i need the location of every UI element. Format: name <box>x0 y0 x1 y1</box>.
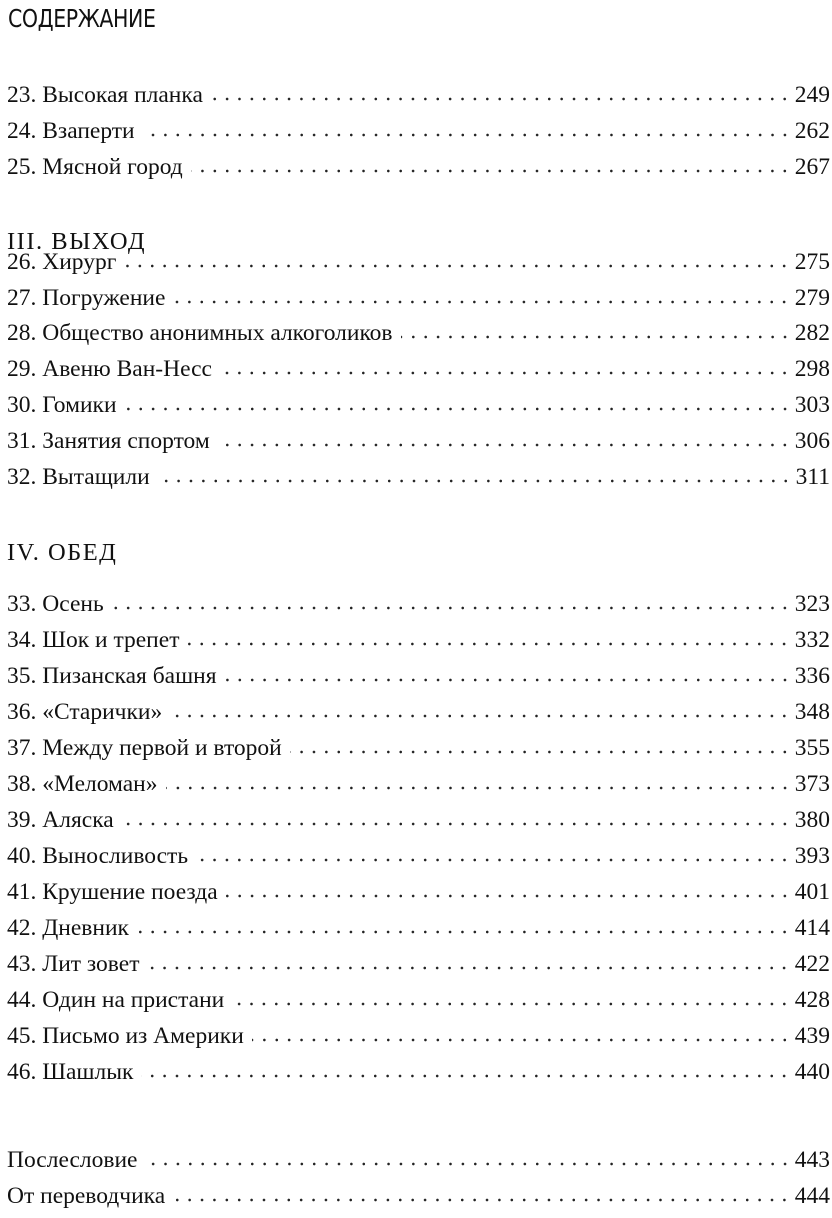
toc-entry-label: 25. Мясной город <box>7 154 183 180</box>
toc-entry[interactable] <box>7 116 830 146</box>
dot-leader <box>225 677 791 683</box>
toc-entry-label: 35. Пизанская башня <box>7 663 217 689</box>
toc-entry-page: 323 <box>794 591 830 617</box>
toc-entry[interactable] <box>7 247 830 277</box>
toc-entry-page: 422 <box>794 951 830 977</box>
dot-leader <box>290 749 791 755</box>
toc-entry-page: 401 <box>794 879 830 905</box>
toc-entry[interactable] <box>7 877 830 907</box>
dot-leader <box>143 132 791 138</box>
toc-entry-label: 43. Лит зовет <box>7 951 140 977</box>
toc-entry-label: 32. Вытащили <box>7 464 150 490</box>
toc-entry[interactable] <box>7 841 830 871</box>
toc-entry-label: 31. Занятия спортом <box>7 428 210 454</box>
toc-header: СОДЕРЖАНИЕ <box>8 4 156 33</box>
toc-entry[interactable] <box>7 283 830 313</box>
dot-leader <box>112 605 791 611</box>
toc-entry-page: 355 <box>794 735 830 761</box>
toc-entry-label: 38. «Меломан» <box>7 771 158 797</box>
dot-leader <box>191 168 791 174</box>
toc-entry-page: 380 <box>794 807 830 833</box>
toc-entry[interactable] <box>7 1145 830 1175</box>
toc-entry-label: 45. Письмо из Америки <box>7 1023 244 1049</box>
toc-entry-page: 439 <box>794 1023 830 1049</box>
dot-leader <box>141 1073 790 1079</box>
toc-entry-page: 311 <box>795 464 830 490</box>
toc-entry-page: 279 <box>794 285 830 311</box>
toc-entry-label: 24. Взаперти <box>7 118 135 144</box>
toc-entry[interactable] <box>7 152 830 182</box>
dot-leader <box>220 370 791 376</box>
toc-entry-label: От переводчика <box>7 1183 166 1209</box>
dot-leader <box>147 965 790 971</box>
dot-leader <box>196 857 791 863</box>
toc-entry-page: 275 <box>794 249 830 275</box>
dot-leader <box>122 821 791 827</box>
toc-entry[interactable] <box>7 1181 830 1211</box>
toc-entry[interactable] <box>7 985 830 1015</box>
toc-entry-label: 23. Высокая планка <box>7 82 203 108</box>
toc-entry-page: 440 <box>794 1059 830 1085</box>
toc-entry[interactable] <box>7 318 830 348</box>
dot-leader <box>187 641 790 647</box>
dot-leader <box>173 1197 791 1203</box>
toc-entry-page: 332 <box>794 627 830 653</box>
dot-leader <box>401 334 791 340</box>
dot-leader <box>124 263 790 269</box>
toc-entry-page: 414 <box>794 915 830 941</box>
toc-entry-label: 36. «Старички» <box>7 699 163 725</box>
toc-entry-label: 41. Крушение поезда <box>7 879 218 905</box>
toc-entry[interactable] <box>7 80 830 110</box>
toc-entry[interactable] <box>7 625 830 655</box>
dot-leader <box>252 1037 791 1043</box>
toc-entry-page: 393 <box>794 843 830 869</box>
toc-entry-page: 373 <box>794 771 830 797</box>
dot-leader <box>173 299 790 305</box>
toc-entry-page: 249 <box>794 82 830 108</box>
toc-entry[interactable] <box>7 462 830 492</box>
toc-entry-page: 348 <box>794 699 830 725</box>
toc-entry[interactable] <box>7 697 830 727</box>
toc-entry-page: 267 <box>794 154 830 180</box>
toc-entry-label: 37. Между первой и второй <box>7 735 282 761</box>
toc-entry-label: 44. Один на пристани <box>7 987 225 1013</box>
toc-entry[interactable] <box>7 913 830 943</box>
dot-leader <box>232 1001 791 1007</box>
toc-entry[interactable] <box>7 805 830 835</box>
toc-entry-page: 282 <box>794 320 830 346</box>
toc-entry-label: 29. Авеню Ван-Несс <box>7 356 212 382</box>
toc-entry[interactable] <box>7 769 830 799</box>
toc-entry-label: 26. Хирург <box>7 249 117 275</box>
toc-entry-page: 443 <box>794 1147 830 1173</box>
toc-entry-label: 46. Шашлык <box>7 1059 134 1085</box>
dot-leader <box>158 478 792 484</box>
part-heading: IV. ОБЕД <box>7 539 118 566</box>
toc-entry-label: 39. Аляска <box>7 807 114 833</box>
toc-entry[interactable] <box>7 390 830 420</box>
toc-entry[interactable] <box>7 1057 830 1087</box>
dot-leader <box>211 96 791 102</box>
toc-entry-page: 428 <box>794 987 830 1013</box>
dot-leader <box>166 785 791 791</box>
dot-leader <box>146 1161 791 1167</box>
toc-entry[interactable] <box>7 589 830 619</box>
toc-entry-label: Послесловие <box>7 1147 138 1173</box>
dot-leader <box>170 713 791 719</box>
toc-entry[interactable] <box>7 426 830 456</box>
toc-entry-page: 262 <box>794 118 830 144</box>
dot-leader <box>218 442 791 448</box>
toc-entry[interactable] <box>7 354 830 384</box>
toc-entry[interactable] <box>7 661 830 691</box>
toc-entry[interactable] <box>7 1021 830 1051</box>
part-heading: III. ВЫХОД <box>7 228 147 255</box>
toc-entry[interactable] <box>7 949 830 979</box>
toc-entry-label: 28. Общество анонимных алкоголиков <box>7 320 393 346</box>
toc-entry-page: 444 <box>794 1183 830 1209</box>
toc-entry[interactable] <box>7 733 830 763</box>
toc-entry-label: 42. Дневник <box>7 915 129 941</box>
toc-entry-page: 306 <box>794 428 830 454</box>
toc-entry-page: 298 <box>794 356 830 382</box>
toc-entry-label: 34. Шок и трепет <box>7 627 180 653</box>
toc-entry-label: 40. Выносливость <box>7 843 189 869</box>
dot-leader <box>125 406 791 412</box>
toc-entry-page: 303 <box>794 392 830 418</box>
toc-entry-label: 33. Осень <box>7 591 104 617</box>
dot-leader <box>137 929 791 935</box>
toc-entry-label: 30. Гомики <box>7 392 117 418</box>
toc-entry-page: 336 <box>794 663 830 689</box>
toc-entry-label: 27. Погружение <box>7 285 166 311</box>
dot-leader <box>226 893 791 899</box>
